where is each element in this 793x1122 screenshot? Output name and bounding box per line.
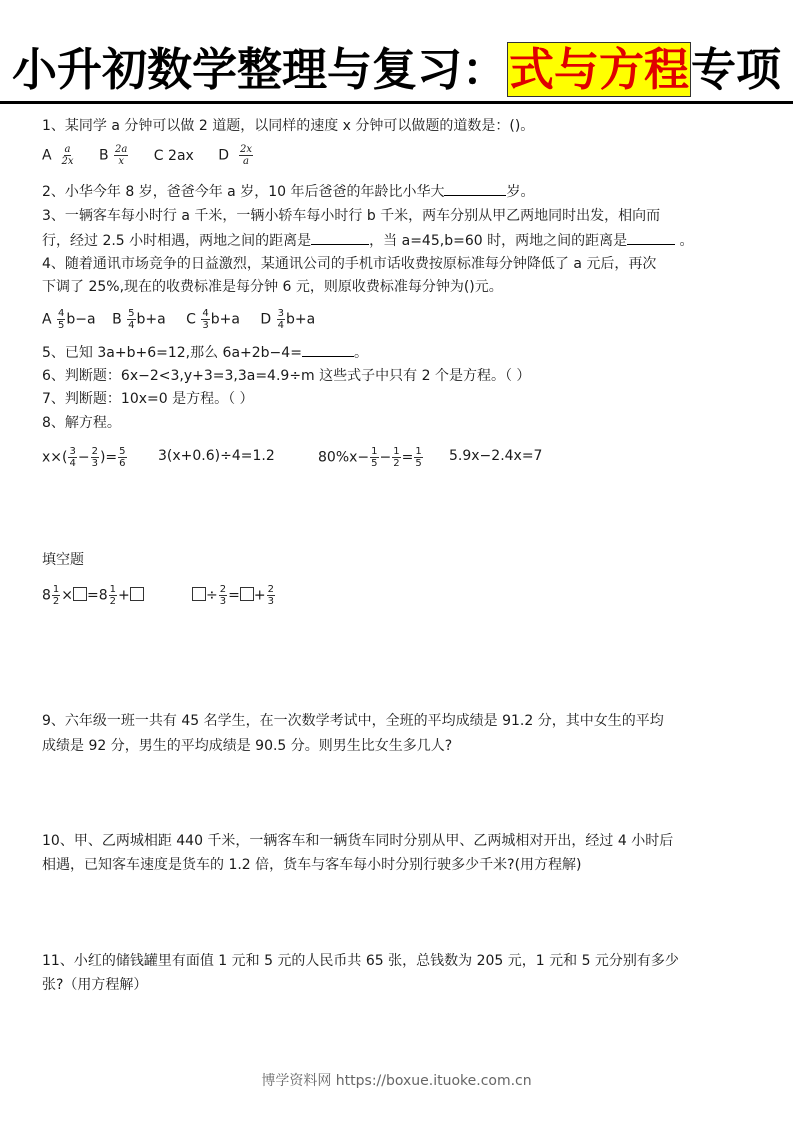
answer-blank[interactable] [627,230,675,245]
question-7: 7、判断题：10x=0 是方程。（ ） [42,391,254,407]
option-a: A $\frac{4}{5}$ b−a [42,308,96,331]
question-8: 8、解方程。 [42,415,121,431]
answer-blank[interactable] [444,181,506,196]
question-11-line2: 张?（用方程解） [42,977,148,993]
footer-watermark: 博学资料网 https://boxue.ituoke.com.cn [261,1073,532,1089]
fill-blank-heading: 填空题 [42,552,84,568]
title-divider [0,101,793,104]
question-11-line1: 11、小红的储钱罐里有面值 1 元和 5 元的人民币共 65 张，总钱数为 205 元，1 元和 5 元分别有多少 [42,953,679,969]
question-4-line1: 4、随着通讯市场竞争的日益激烈，某通讯公司的手机市话收费按原标准每分钟降低了 a 元后，再次 [42,256,657,272]
answer-box[interactable] [73,587,87,601]
equation-1: x×( $\frac{3}{4}$ − $\frac{2}{3}$ )= $\frac{5}{6}$ [42,446,126,469]
question-9-line1: 9、六年级一班一共有 45 名学生，在一次数学考试中，全班的平均成绩是 91.2 分，其中女生的平均 [42,713,664,729]
question-4-options [42,308,335,331]
option-d: D $\frac{3}{4}$ b+a [260,308,316,331]
question-4-line2: 下调了 25%,现在的收费标准是每分钟 6 元，则原收费标准每分钟为()元。 [42,279,503,295]
question-3-line1: 3、一辆客车每小时行 a 千米，一辆小轿车每小时行 b 千米，两车分别从甲乙两地同时出发，相向而 [42,208,661,224]
title-prefix: 小升初数学整理与复习： [11,43,507,96]
question-10-line1: 10、甲、乙两城相距 440 千米，一辆客车和一辆货车同时分别从甲、乙两城相对开出，经过 4 小时后 [42,833,674,849]
option-d: D $\frac{2x}{a}$ [218,144,252,167]
equation-3: 80%x− $\frac{1}{5}$ − $\frac{1}{2}$ = $\frac{1}{5}$ [318,446,422,469]
answer-box[interactable] [240,587,254,601]
answer-box[interactable] [130,587,144,601]
question-5: 5、已知 3a+b+6=12,那么 6a+2b−4= 。 [42,342,368,363]
answer-box[interactable] [192,587,206,601]
question-9-line2: 成绩是 92 分，男生的平均成绩是 90.5 分。则男生比女生多几人? [42,738,453,754]
fill-equation-2: ÷ $\frac{2}{3}$ = + $\frac{2}{3}$ [192,584,276,607]
question-6: 6、判断题：6x−2<3,y+3=3,3a=4.9÷m 这些式子中只有 2 个是方程。（ ） [42,368,531,384]
title-suffix: 专项 [691,43,782,96]
question-10-line2: 相遇，已知客车速度是货车的 1.2 倍，货车与客车每小时分别行驶多少千米?(用方程解) [42,857,582,873]
question-2: 2、小华今年 8 岁，爸爸今年 a 岁，10 年后爸爸的年龄比小华大 岁。 [42,181,534,202]
equation-2: 3(x+0.6)÷4=1.2 [158,448,275,464]
question-1: 1、某同学 a 分钟可以做 2 道题，以同样的速度 x 分钟可以做题的道数是：()。 [42,118,535,134]
question-3-line2: 行，经过 2.5 小时相遇，两地之间的距离是 ，当 a=45,b=60 时，两地之间的距离是 。 [42,230,694,251]
page-title [0,40,793,100]
option-c: C 2ax [153,147,194,164]
answer-blank[interactable] [311,230,369,245]
question-1-options [42,144,274,167]
option-b: B $\frac{2a}{x}$ [98,144,128,167]
fill-equation-1: 8 $\frac{1}{2}$ × =8 $\frac{1}{2}$ + [42,584,144,607]
equation-4: 5.9x−2.4x=7 [449,448,543,464]
option-c: C $\frac{4}{3}$ b+a [186,308,240,331]
option-b: B $\frac{5}{4}$ b+a [112,308,166,331]
answer-blank[interactable] [302,342,354,357]
option-a: A $\frac{a}{2x}$ [42,144,74,167]
title-highlight: 式与方程 [508,43,689,96]
